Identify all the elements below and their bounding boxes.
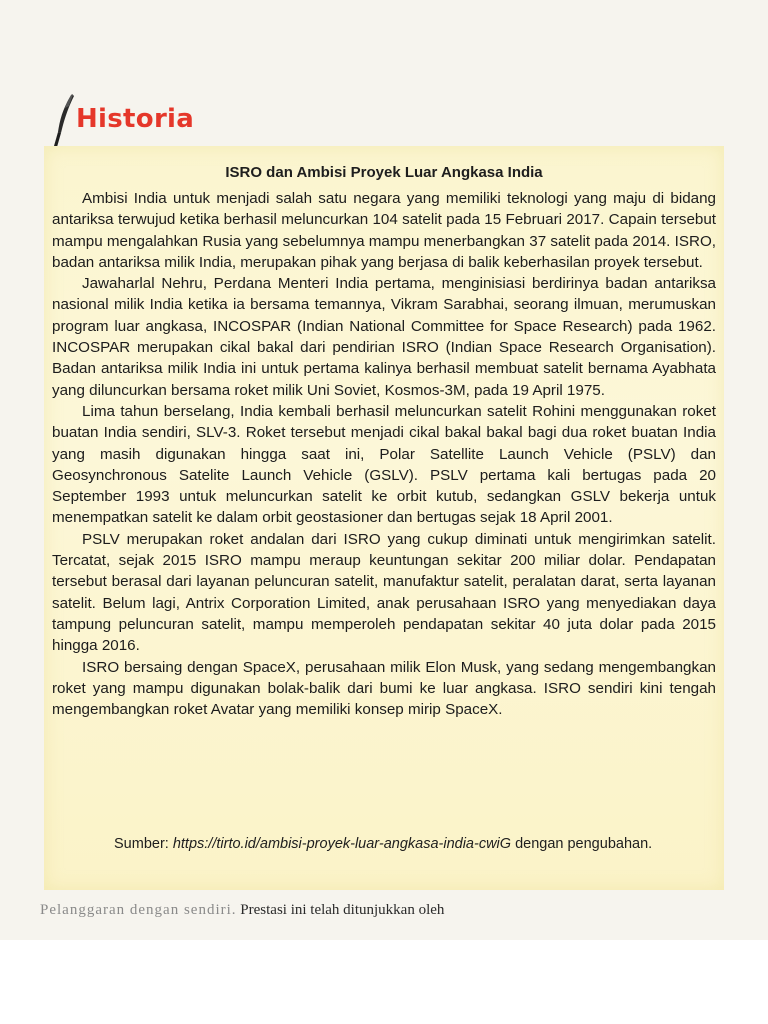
next-page-faded: Pelanggaran dengan sendiri.	[40, 902, 237, 918]
paragraph-4: PSLV merupakan roket andalan dari ISRO yang cukup diminati untuk mengirimkan satelit. Tercatat, sejak 2015 ISRO mampu meraup keuntungan sekitar 200 miliar dolar. Pendapatan tersebut berasal dari layanan peluncuran satelit, manufaktur satelit, peralatan darat, serta layanan satelit. Belum lagi, Antrix Corporation Limited, anak perusahaan ISRO yang menyediakan daya tampung peluncuran satelit, mampu memperoleh pendapatan sekitar 40 juta dolar pada 2015 hingga 2016.	[52, 530, 716, 655]
source-note: dengan pengubahan.	[515, 836, 653, 852]
source-label: Sumber:	[114, 836, 169, 852]
article-body	[52, 188, 716, 720]
paragraph-5: ISRO bersaing dengan SpaceX, perusahaan milik Elon Musk, yang sedang mengembangkan roket yang mampu digunakan bolak-balik dari bumi ke luar angkasa. ISRO sendiri kini tengah mengembangkan roket Avatar yang memiliki konsep mirip SpaceX.	[52, 658, 716, 719]
paragraph-3: Lima tahun berselang, India kembali berhasil meluncurkan satelit Rohini menggunakan roket buatan India sendiri, SLV-3. Roket tersebut menjadi cikal bakal bakal bagi dua roket buatan India yang masih digunakan hingga saat ini, Polar Satellite Launch Vehicle (PSLV) dan Geosynchronous Satelite Launch Vehicle (GSLV). PSLV pertama kali bertugas pada 20 September 1993 untuk meluncurkan satelit ke orbit kutub, sedangkan GSLV bekerja untuk menempatkan satelit ke dalam orbit geostasioner dan bertugas sejak 18 April 2001.	[52, 402, 716, 527]
article-box	[44, 146, 724, 890]
source-citation	[114, 836, 714, 852]
source-url[interactable]: https://tirto.id/ambisi-proyek-luar-angkasa-india-cwiG	[172, 836, 512, 852]
section-title: Historia	[76, 104, 195, 134]
next-page-text	[40, 902, 740, 926]
article-title: ISRO dan Ambisi Proyek Luar Angkasa India	[225, 164, 543, 181]
next-page-line: Prestasi ini telah ditunjukkan oleh	[240, 902, 445, 918]
paragraph-2: Jawaharlal Nehru, Perdana Menteri India pertama, menginisiasi berdirinya badan antariksa nasional milik India ketika ia bersama temannya, Vikram Sarabhai, seorang ilmuan, merumuskan program luar angkasa, INCOSPAR (Indian National Committee for Space Research) pada 1962. INCOSPAR merupakan cikal bakal dari pendirian ISRO (Indian Space Research Organisation). Badan antariksa milik India ini untuk pertama kalinya berhasil membuat satelit bernama Ayabhata yang diluncurkan bersama roket milik Uni Soviet, Kosmos-3M, pada 19 April 1975.	[52, 275, 716, 399]
paragraph-1: Ambisi India untuk menjadi salah satu negara yang memiliki teknologi yang maju di bidang antariksa terwujud ketika berhasil meluncurkan 104 satelit pada 15 Februari 2017. Capain tersebut mampu mengalahkan Rusia yang sebelumnya mampu menerbangkan 37 satelit pada 2014. ISRO, badan antariksa milik India, merupakan pihak yang berjasa di balik keberhasilan proyek tersebut.	[52, 190, 716, 271]
